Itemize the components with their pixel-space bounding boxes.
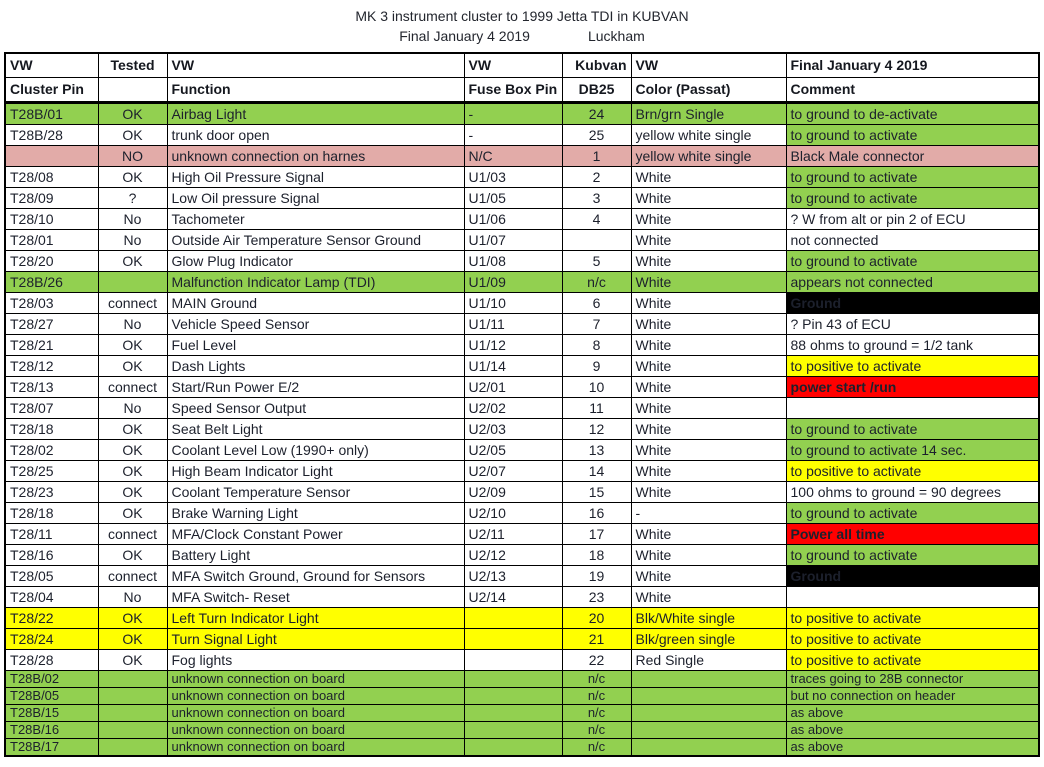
table-row xyxy=(5,461,1039,482)
cell-cluster-pin: T28B/17 xyxy=(5,739,98,757)
cell-function: Coolant Level Low (1990+ only) xyxy=(167,440,464,461)
cell-comment: traces going to 28B connector xyxy=(786,671,1039,688)
cell-fuse-box-pin xyxy=(464,629,562,650)
cell-function: MFA Switch- Reset xyxy=(167,587,464,608)
cell-color: yellow white single xyxy=(631,125,786,146)
cell-db25: 22 xyxy=(562,650,631,671)
table-row xyxy=(5,272,1039,293)
cell-function: MFA Switch Ground, Ground for Sensors xyxy=(167,566,464,587)
column-header-vw-fuse-box-pin: VW xyxy=(464,53,562,78)
cell-function: High Beam Indicator Light xyxy=(167,461,464,482)
cell-db25: 23 xyxy=(562,587,631,608)
cell-fuse-box-pin: U2/10 xyxy=(464,503,562,524)
cell-tested: OK xyxy=(98,335,167,356)
cell-tested xyxy=(98,722,167,739)
cell-fuse-box-pin: U1/06 xyxy=(464,209,562,230)
cell-comment: appears not connected xyxy=(786,272,1039,293)
page-title: MK 3 instrument cluster to 1999 Jetta TDI in KUBVAN xyxy=(355,8,689,24)
cell-db25: 12 xyxy=(562,419,631,440)
cell-function: Vehicle Speed Sensor xyxy=(167,314,464,335)
cell-function: Speed Sensor Output xyxy=(167,398,464,419)
cell-comment: not connected xyxy=(786,230,1039,251)
cell-tested: OK xyxy=(98,629,167,650)
cell-comment: to ground to activate xyxy=(786,419,1039,440)
cell-comment: Power all time xyxy=(786,524,1039,545)
cell-fuse-box-pin: U2/09 xyxy=(464,482,562,503)
cell-cluster-pin: T28B/16 xyxy=(5,722,98,739)
cell-cluster-pin: T28/18 xyxy=(5,419,98,440)
cell-function: Glow Plug Indicator xyxy=(167,251,464,272)
cell-function: unknown connection on board xyxy=(167,688,464,705)
cell-function: Dash Lights xyxy=(167,356,464,377)
cell-cluster-pin: T28B/01 xyxy=(5,103,98,125)
cell-cluster-pin: T28/23 xyxy=(5,482,98,503)
cell-fuse-box-pin: U1/12 xyxy=(464,335,562,356)
table-row xyxy=(5,524,1039,545)
cell-tested xyxy=(98,739,167,757)
cell-comment: 100 ohms to ground = 90 degrees xyxy=(786,482,1039,503)
table-row xyxy=(5,650,1039,671)
table-row xyxy=(5,566,1039,587)
column-header-kubvan-db25: DB25 xyxy=(562,78,631,103)
cell-function: unknown connection on board xyxy=(167,739,464,757)
table-row xyxy=(5,103,1039,125)
subtitle-author: Luckham xyxy=(587,28,645,44)
cell-tested: OK xyxy=(98,608,167,629)
cell-comment: but no connection on header xyxy=(786,688,1039,705)
cell-tested: OK xyxy=(98,503,167,524)
cell-cluster-pin: T28/22 xyxy=(5,608,98,629)
cell-tested: NO xyxy=(98,146,167,167)
cell-fuse-box-pin: U2/05 xyxy=(464,440,562,461)
column-header-vw-color: VW xyxy=(631,53,786,78)
cell-cluster-pin: T28B/28 xyxy=(5,125,98,146)
column-header-final-comment: Comment xyxy=(786,78,1039,103)
cell-comment: to ground to activate xyxy=(786,125,1039,146)
pinout-table xyxy=(4,52,1040,757)
cell-function: Malfunction Indicator Lamp (TDI) xyxy=(167,272,464,293)
cell-db25: 5 xyxy=(562,251,631,272)
cell-db25: 9 xyxy=(562,356,631,377)
cell-function: Coolant Temperature Sensor xyxy=(167,482,464,503)
table-row xyxy=(5,230,1039,251)
cell-tested: No xyxy=(98,314,167,335)
cell-tested: OK xyxy=(98,167,167,188)
table-row xyxy=(5,482,1039,503)
cell-db25: 4 xyxy=(562,209,631,230)
cell-function: MAIN Ground xyxy=(167,293,464,314)
cell-db25: 15 xyxy=(562,482,631,503)
cell-tested: OK xyxy=(98,103,167,125)
cell-comment: to ground to de-activate xyxy=(786,103,1039,125)
cell-tested xyxy=(98,671,167,688)
cell-color: White xyxy=(631,587,786,608)
table-row xyxy=(5,398,1039,419)
cell-fuse-box-pin xyxy=(464,722,562,739)
cell-function: unknown connection on board xyxy=(167,705,464,722)
cell-color: yellow white single xyxy=(631,146,786,167)
cell-color: White xyxy=(631,188,786,209)
cell-cluster-pin: T28/03 xyxy=(5,293,98,314)
cell-comment: to positive to activate xyxy=(786,461,1039,482)
cell-color: White xyxy=(631,419,786,440)
cell-tested: OK xyxy=(98,461,167,482)
cell-fuse-box-pin: U2/14 xyxy=(464,587,562,608)
cell-tested: connect xyxy=(98,566,167,587)
cell-comment: to ground to activate 14 sec. xyxy=(786,440,1039,461)
cell-db25: n/c xyxy=(562,739,631,757)
header-row-1 xyxy=(5,53,1039,78)
cell-color: White xyxy=(631,230,786,251)
cell-fuse-box-pin: U1/11 xyxy=(464,314,562,335)
cell-comment: Ground xyxy=(786,293,1039,314)
cell-comment: to ground to activate xyxy=(786,188,1039,209)
cell-cluster-pin: T28/18 xyxy=(5,503,98,524)
cell-db25: 13 xyxy=(562,440,631,461)
cell-tested: connect xyxy=(98,377,167,398)
cell-fuse-box-pin: U2/13 xyxy=(464,566,562,587)
cell-db25: 7 xyxy=(562,314,631,335)
cell-db25: 10 xyxy=(562,377,631,398)
cell-comment: to positive to activate xyxy=(786,608,1039,629)
cell-function: Start/Run Power E/2 xyxy=(167,377,464,398)
cell-db25: 20 xyxy=(562,608,631,629)
cell-cluster-pin: T28/13 xyxy=(5,377,98,398)
column-header-tested: Tested xyxy=(98,53,167,78)
cell-tested: connect xyxy=(98,524,167,545)
cell-comment: to positive to activate xyxy=(786,650,1039,671)
document-title-block xyxy=(0,0,1044,52)
cell-cluster-pin: T28/25 xyxy=(5,461,98,482)
cell-tested: No xyxy=(98,209,167,230)
cell-color: Red Single xyxy=(631,650,786,671)
cell-fuse-box-pin xyxy=(464,650,562,671)
cell-comment xyxy=(786,587,1039,608)
cell-tested xyxy=(98,272,167,293)
cell-fuse-box-pin: U1/03 xyxy=(464,167,562,188)
cell-db25: 18 xyxy=(562,545,631,566)
cell-db25: 14 xyxy=(562,461,631,482)
column-header-vw-function: Function xyxy=(167,78,464,103)
column-header-vw-function: VW xyxy=(167,53,464,78)
cell-cluster-pin: T28/21 xyxy=(5,335,98,356)
cell-cluster-pin: T28B/15 xyxy=(5,705,98,722)
cell-function: Airbag Light xyxy=(167,103,464,125)
cell-comment: ? W from alt or pin 2 of ECU xyxy=(786,209,1039,230)
cell-color: White xyxy=(631,566,786,587)
cell-fuse-box-pin xyxy=(464,739,562,757)
cell-color: White xyxy=(631,272,786,293)
cell-color: White xyxy=(631,209,786,230)
cell-tested: OK xyxy=(98,356,167,377)
cell-function: unknown connection on board xyxy=(167,722,464,739)
cell-function: High Oil Pressure Signal xyxy=(167,167,464,188)
cell-color: White xyxy=(631,293,786,314)
cell-db25: 11 xyxy=(562,398,631,419)
cell-function: unknown connection on board xyxy=(167,671,464,688)
cell-function: Low Oil pressure Signal xyxy=(167,188,464,209)
cell-db25: n/c xyxy=(562,705,631,722)
cell-function: MFA/Clock Constant Power xyxy=(167,524,464,545)
cell-db25: n/c xyxy=(562,272,631,293)
header-row-2 xyxy=(5,78,1039,103)
cell-comment: as above xyxy=(786,722,1039,739)
table-row xyxy=(5,293,1039,314)
cell-fuse-box-pin: U2/11 xyxy=(464,524,562,545)
table-row xyxy=(5,587,1039,608)
table-row xyxy=(5,188,1039,209)
cell-tested xyxy=(98,705,167,722)
cell-color: White xyxy=(631,440,786,461)
cell-tested: No xyxy=(98,398,167,419)
cell-color xyxy=(631,705,786,722)
cell-cluster-pin: T28/11 xyxy=(5,524,98,545)
cell-cluster-pin: T28/24 xyxy=(5,629,98,650)
cell-function: Battery Light xyxy=(167,545,464,566)
cell-function: trunk door open xyxy=(167,125,464,146)
cell-tested: OK xyxy=(98,419,167,440)
table-header xyxy=(5,53,1039,103)
table-row xyxy=(5,356,1039,377)
cell-color xyxy=(631,722,786,739)
cell-db25: n/c xyxy=(562,722,631,739)
cell-color: Blk/green single xyxy=(631,629,786,650)
table-row xyxy=(5,688,1039,705)
column-header-vw-fuse-box-pin: Fuse Box Pin xyxy=(464,78,562,103)
cell-db25: 21 xyxy=(562,629,631,650)
cell-db25: 3 xyxy=(562,188,631,209)
table-row xyxy=(5,629,1039,650)
cell-comment: to ground to activate xyxy=(786,545,1039,566)
cell-fuse-box-pin: U1/10 xyxy=(464,293,562,314)
column-header-vw-cluster-pin: Cluster Pin xyxy=(5,78,98,103)
cell-cluster-pin: T28/01 xyxy=(5,230,98,251)
cell-tested: OK xyxy=(98,482,167,503)
cell-color: White xyxy=(631,314,786,335)
cell-db25: n/c xyxy=(562,671,631,688)
cell-cluster-pin: T28/28 xyxy=(5,650,98,671)
cell-comment: to ground to activate xyxy=(786,251,1039,272)
cell-function: Fog lights xyxy=(167,650,464,671)
table-row xyxy=(5,608,1039,629)
cell-db25: 1 xyxy=(562,146,631,167)
cell-color: White xyxy=(631,398,786,419)
cell-db25: 24 xyxy=(562,103,631,125)
cell-comment: as above xyxy=(786,705,1039,722)
cell-fuse-box-pin xyxy=(464,688,562,705)
page-subtitle xyxy=(0,28,1044,44)
cell-db25: n/c xyxy=(562,688,631,705)
cell-comment: ? Pin 43 of ECU xyxy=(786,314,1039,335)
table-body xyxy=(5,103,1039,757)
cell-tested: connect xyxy=(98,293,167,314)
cell-tested: OK xyxy=(98,125,167,146)
cell-fuse-box-pin: U1/08 xyxy=(464,251,562,272)
cell-comment: Black Male connector xyxy=(786,146,1039,167)
cell-cluster-pin xyxy=(5,146,98,167)
cell-db25: 25 xyxy=(562,125,631,146)
cell-cluster-pin: T28B/05 xyxy=(5,688,98,705)
cell-color: White xyxy=(631,377,786,398)
column-header-vw-cluster-pin: VW xyxy=(5,53,98,78)
cell-cluster-pin: T28/20 xyxy=(5,251,98,272)
table-row xyxy=(5,314,1039,335)
cell-function: Fuel Level xyxy=(167,335,464,356)
cell-fuse-box-pin: U2/01 xyxy=(464,377,562,398)
cell-comment: 88 ohms to ground = 1/2 tank xyxy=(786,335,1039,356)
cell-function: Brake Warning Light xyxy=(167,503,464,524)
table-row xyxy=(5,209,1039,230)
table-row xyxy=(5,739,1039,757)
table-row xyxy=(5,722,1039,739)
cell-fuse-box-pin xyxy=(464,671,562,688)
cell-tested: OK xyxy=(98,650,167,671)
cell-function: Outside Air Temperature Sensor Ground xyxy=(167,230,464,251)
cell-color: Brn/grn Single xyxy=(631,103,786,125)
cell-fuse-box-pin: U2/03 xyxy=(464,419,562,440)
table-row xyxy=(5,503,1039,524)
cell-function: Turn Signal Light xyxy=(167,629,464,650)
cell-db25: 19 xyxy=(562,566,631,587)
cell-cluster-pin: T28/12 xyxy=(5,356,98,377)
cell-cluster-pin: T28/07 xyxy=(5,398,98,419)
cell-color: White xyxy=(631,356,786,377)
table-row xyxy=(5,545,1039,566)
cell-db25: 2 xyxy=(562,167,631,188)
cell-tested: OK xyxy=(98,545,167,566)
cell-color xyxy=(631,671,786,688)
table-row xyxy=(5,251,1039,272)
cell-color xyxy=(631,688,786,705)
cell-fuse-box-pin xyxy=(464,705,562,722)
cell-color: White xyxy=(631,482,786,503)
cell-cluster-pin: T28/10 xyxy=(5,209,98,230)
column-header-tested xyxy=(98,78,167,103)
subtitle-date: Final January 4 2019 xyxy=(399,28,530,44)
cell-color: Blk/White single xyxy=(631,608,786,629)
cell-color: White xyxy=(631,524,786,545)
table-row xyxy=(5,167,1039,188)
cell-tested: No xyxy=(98,587,167,608)
cell-color: White xyxy=(631,167,786,188)
table-row xyxy=(5,125,1039,146)
cell-fuse-box-pin: U1/07 xyxy=(464,230,562,251)
cell-color: White xyxy=(631,251,786,272)
table-row xyxy=(5,335,1039,356)
table-row xyxy=(5,705,1039,722)
cell-fuse-box-pin xyxy=(464,608,562,629)
cell-fuse-box-pin: U1/05 xyxy=(464,188,562,209)
cell-cluster-pin: T28/09 xyxy=(5,188,98,209)
cell-tested: ? xyxy=(98,188,167,209)
cell-color: White xyxy=(631,545,786,566)
cell-color: - xyxy=(631,503,786,524)
cell-color xyxy=(631,739,786,757)
table-row xyxy=(5,671,1039,688)
table-row xyxy=(5,440,1039,461)
cell-comment: to positive to activate xyxy=(786,356,1039,377)
cell-cluster-pin: T28B/26 xyxy=(5,272,98,293)
cell-function: Seat Belt Light xyxy=(167,419,464,440)
cell-cluster-pin: T28/04 xyxy=(5,587,98,608)
column-header-final-comment: Final January 4 2019 xyxy=(786,53,1039,78)
table-row xyxy=(5,419,1039,440)
cell-color: White xyxy=(631,461,786,482)
cell-cluster-pin: T28/27 xyxy=(5,314,98,335)
cell-db25: 6 xyxy=(562,293,631,314)
cell-db25: 16 xyxy=(562,503,631,524)
cell-tested xyxy=(98,688,167,705)
cell-comment: to positive to activate xyxy=(786,629,1039,650)
cell-tested: No xyxy=(98,230,167,251)
cell-tested: OK xyxy=(98,440,167,461)
cell-fuse-box-pin: U1/09 xyxy=(464,272,562,293)
cell-fuse-box-pin: U2/07 xyxy=(464,461,562,482)
column-header-kubvan-db25: Kubvan xyxy=(562,53,631,78)
cell-comment: as above xyxy=(786,739,1039,757)
cell-db25 xyxy=(562,230,631,251)
cell-db25: 17 xyxy=(562,524,631,545)
cell-color: White xyxy=(631,335,786,356)
cell-fuse-box-pin: U2/12 xyxy=(464,545,562,566)
cell-comment: to ground to activate xyxy=(786,503,1039,524)
cell-cluster-pin: T28B/02 xyxy=(5,671,98,688)
cell-comment xyxy=(786,398,1039,419)
cell-fuse-box-pin: N/C xyxy=(464,146,562,167)
cell-cluster-pin: T28/02 xyxy=(5,440,98,461)
cell-cluster-pin: T28/16 xyxy=(5,545,98,566)
cell-fuse-box-pin: - xyxy=(464,103,562,125)
cell-comment: to ground to activate xyxy=(786,167,1039,188)
cell-fuse-box-pin: U2/02 xyxy=(464,398,562,419)
table-row xyxy=(5,377,1039,398)
cell-fuse-box-pin: U1/14 xyxy=(464,356,562,377)
cell-fuse-box-pin: - xyxy=(464,125,562,146)
cell-cluster-pin: T28/08 xyxy=(5,167,98,188)
cell-cluster-pin: T28/05 xyxy=(5,566,98,587)
table-row xyxy=(5,146,1039,167)
cell-comment: Ground xyxy=(786,566,1039,587)
cell-tested: OK xyxy=(98,251,167,272)
cell-function: unknown connection on harnes xyxy=(167,146,464,167)
cell-function: Left Turn Indicator Light xyxy=(167,608,464,629)
column-header-vw-color: Color (Passat) xyxy=(631,78,786,103)
cell-function: Tachometer xyxy=(167,209,464,230)
cell-db25: 8 xyxy=(562,335,631,356)
cell-comment: power start /run xyxy=(786,377,1039,398)
